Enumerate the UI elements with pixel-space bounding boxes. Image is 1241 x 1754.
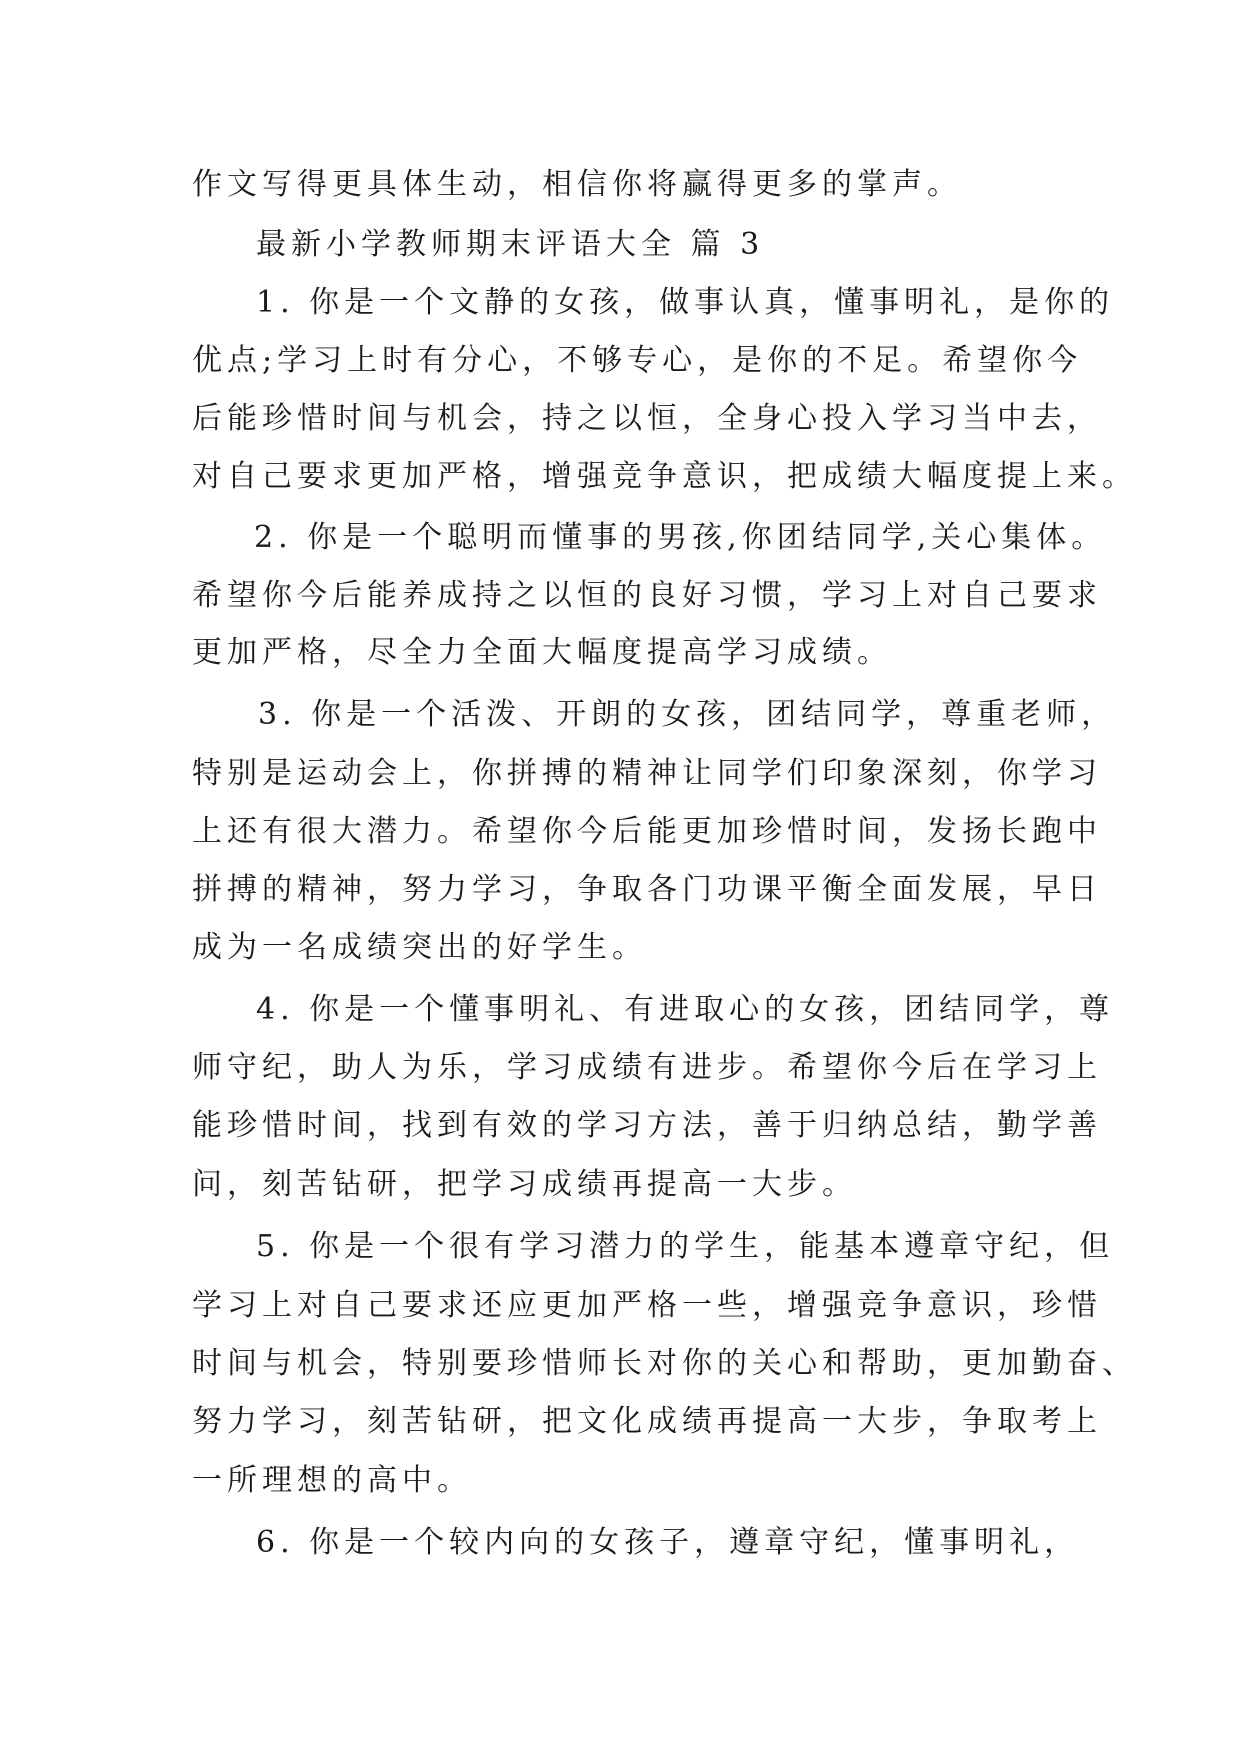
text-line: 1. 你是一个文静的女孩，做事认真，懂事明礼，是你的 bbox=[256, 285, 1115, 320]
text-line: 对自己要求更加严格，增强竞争意识，把成绩大幅度提上来。 bbox=[192, 459, 1137, 494]
text-line: 6. 你是一个较内向的女孩子，遵章守纪，懂事明礼， bbox=[256, 1525, 1080, 1560]
text-line: 后能珍惜时间与机会，持之以恒，全身心投入学习当中去， bbox=[192, 401, 1102, 436]
text-line: 成为一名成绩突出的好学生。 bbox=[192, 930, 647, 965]
section-heading: 最新小学教师期末评语大全 篇 3 bbox=[256, 227, 765, 262]
text-line: 师守纪，助人为乐，学习成绩有进步。希望你今后在学习上 bbox=[192, 1050, 1102, 1085]
text-line: 优点;学习上时有分心，不够专心，是你的不足。希望你今 bbox=[192, 343, 1083, 378]
text-line: 更加严格，尽全力全面大幅度提高学习成绩。 bbox=[192, 635, 892, 670]
text-line: 时间与机会，特别要珍惜师长对你的关心和帮助，更加勤奋、 bbox=[192, 1346, 1137, 1381]
text-line: 一所理想的高中。 bbox=[192, 1463, 472, 1498]
text-line: 5. 你是一个很有学习潜力的学生，能基本遵章守纪，但 bbox=[256, 1229, 1115, 1264]
text-line: 拼搏的精神，努力学习，争取各门功课平衡全面发展，早日 bbox=[192, 872, 1102, 907]
text-line: 努力学习，刻苦钻研，把文化成绩再提高一大步，争取考上 bbox=[192, 1404, 1102, 1439]
text-line: 问，刻苦钻研，把学习成绩再提高一大步。 bbox=[192, 1167, 857, 1202]
text-line: 上还有很大潜力。希望你今后能更加珍惜时间，发扬长跑中 bbox=[192, 814, 1102, 849]
text-line: 3. 你是一个活泼、开朗的女孩，团结同学，尊重老师， bbox=[258, 697, 1117, 732]
text-line: 学习上对自己要求还应更加严格一些，增强竞争意识，珍惜 bbox=[192, 1288, 1102, 1323]
text-line: 4. 你是一个懂事明礼、有进取心的女孩，团结同学，尊 bbox=[256, 992, 1115, 1027]
text-line: 能珍惜时间，找到有效的学习方法，善于归纳总结，勤学善 bbox=[192, 1108, 1102, 1143]
text-line: 作文写得更具体生动，相信你将赢得更多的掌声。 bbox=[192, 167, 962, 202]
text-line: 2. 你是一个聪明而懂事的男孩,你团结同学,关心集体。 bbox=[254, 520, 1107, 555]
text-line: 希望你今后能养成持之以恒的良好习惯，学习上对自己要求 bbox=[192, 578, 1102, 613]
text-line: 特别是运动会上，你拼搏的精神让同学们印象深刻，你学习 bbox=[192, 756, 1102, 791]
